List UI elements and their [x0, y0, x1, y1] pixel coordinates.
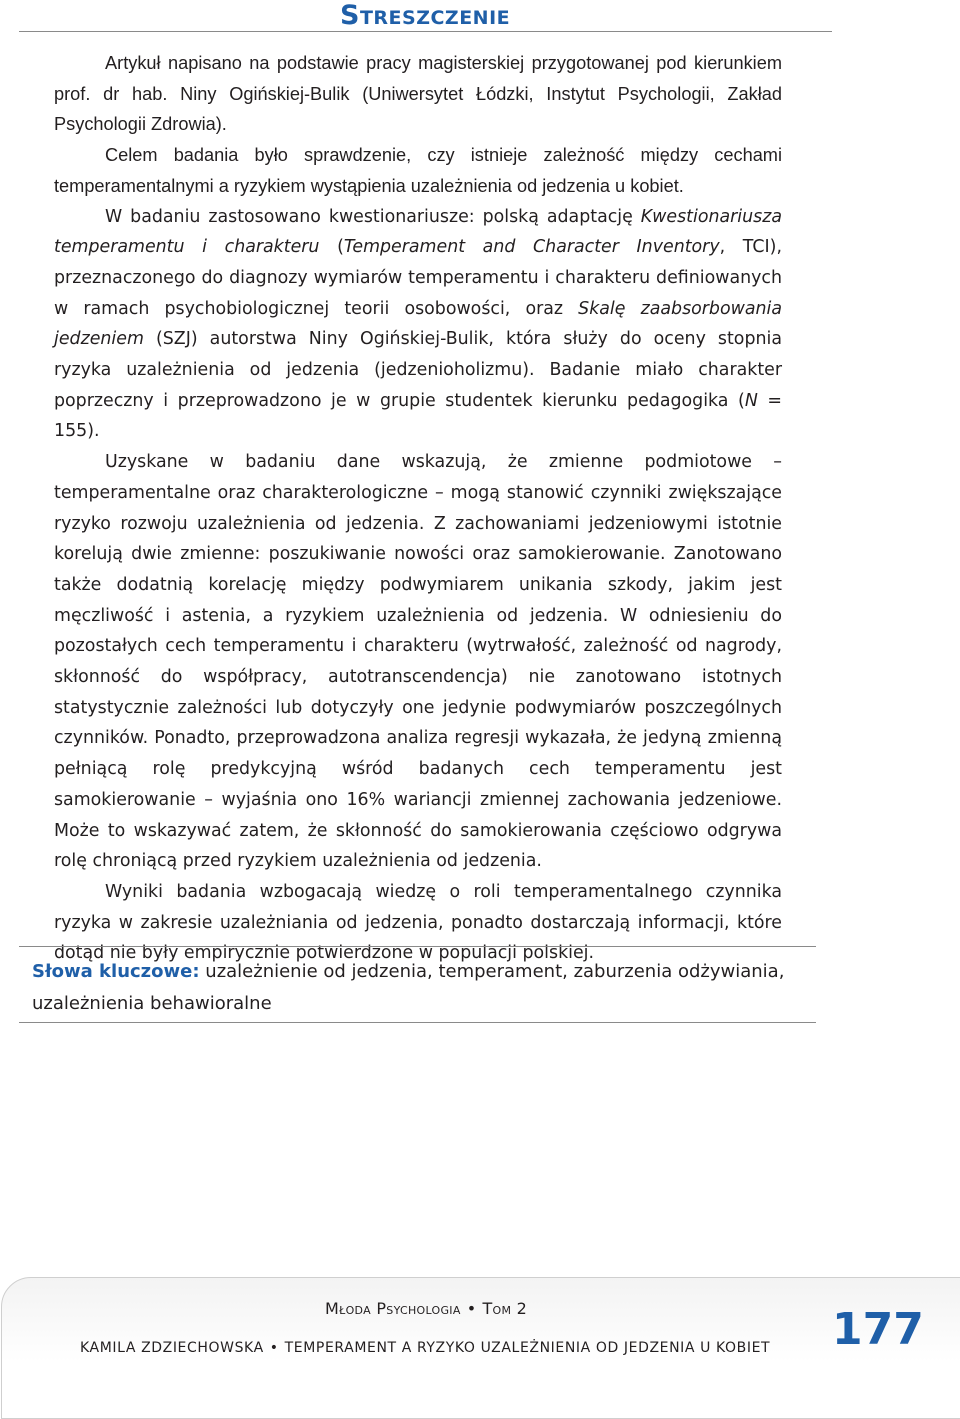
journal-volume: Tom 2	[482, 1299, 528, 1318]
paragraph-3-text-a: W badaniu zastosowano kwestionariusze: polską adaptację	[105, 206, 641, 227]
journal-name: Młoda Psychologia	[325, 1299, 461, 1318]
keywords-divider-top	[19, 946, 816, 947]
bullet-separator: •	[466, 1299, 477, 1318]
bullet-separator: •	[269, 1340, 279, 1356]
sample-size-symbol: N	[744, 390, 758, 411]
keywords-block	[32, 956, 822, 1020]
journal-line	[325, 1299, 527, 1318]
footer-author: KAMILA ZDZIECHOWSKA	[80, 1340, 264, 1356]
abstract-body	[54, 48, 782, 969]
running-footer	[80, 1340, 770, 1356]
abstract-paragraph-1: Artykuł napisano na podstawie pracy magisterskiej przygotowanej pod kierunkiem prof. dr hab. Niny Ogińskiej-Bulik (Uniwersytet Łódzki, Instytut Psychologii, Zakład Psychologii Zdrowia).	[54, 53, 782, 135]
paragraph-3-text-i: = 155).	[54, 390, 782, 442]
keywords-list: uzależnienie od jedzenia, temperament, zaburzenia odżywiania, uzależnienia behawioralne	[32, 961, 785, 1014]
paragraph-3-text-c: (	[319, 237, 344, 258]
keywords-label: Słowa kluczowe:	[32, 961, 200, 982]
header-divider	[19, 31, 832, 32]
abstract-paragraph-2: Celem badania było sprawdzenie, czy istnieje zależność między cechami temperamentalnymi a ryzykiem wystąpienia uzależnienia od jedzenia u kobiet.	[54, 145, 782, 196]
abstract-paragraph-4: Uzyskane w badaniu dane wskazują, że zmienne podmiotowe – temperamentalne oraz charakterologiczne – mogą stanowić czynniki zwiększające ryzyko rozwoju uzależnienia od jedzenia. Z zachowaniami jedzeniowymi istotnie korelują dwie zmienne: poszukiwanie nowości oraz samokierowanie. Zanotowano także dodatnią korelację między podwymiarem unikania szkody, jakim jest męczliwość i astenia, a ryzykiem uzależnienia od jedzenia. W odniesieniu do pozostałych cech temperamentu i charakteru (wytrwałość, zależność od nagrody, skłonność do współpracy, autotranscendencja) nie zanotowano istotnych statystycznie zależności lub dotyczyły one jedynie podwymiarów poszczególnych czynników. Ponadto, przeprowadzona analiza regresji wykazała, że jedyną zmienną pełniącą rolę predykcyjną wśród badanych cech temperamentu jest samokierowanie – wyjaśnia ono 16% wariancji zmiennej zachowania jedzeniowe. Może to wskazywać zatem, że skłonność do samokierowania częściowo odgrywa rolę chroniącą przed ryzykiem uzależnienia od jedzenia.	[54, 452, 782, 872]
paragraph-3-text-e: , TCI), przeznaczonego do diagnozy wymiarów temperamentu i charakteru definiowanych w ramach psychobiologicznej teorii osobowości, oraz	[54, 237, 782, 319]
abstract-paragraph-3	[54, 202, 782, 448]
page-number: 177	[832, 1304, 924, 1355]
keywords-divider-bottom	[19, 1022, 816, 1023]
footer-article-title: TEMPERAMENT A RYZYKO UZALEŻNIENIA OD JEDZENIA U KOBIET	[284, 1340, 771, 1356]
paragraph-3-text-g: (SZJ) autorstwa Niny Ogińskiej-Bulik, która służy do oceny stopnia ryzyka uzależnienia od jedzenia (jedzenioholizmu). Badanie miało charakter poprzeczny i przeprowadzono je w grupie studentek kierunku pedagogika (	[54, 329, 782, 411]
inventory-title-italic: Temperament and Character Inventory	[343, 237, 720, 258]
questionnaire-title-italic: Kwestionariusza temperamentu i charakteru	[54, 206, 782, 258]
section-title: Streszczenie	[340, 0, 511, 31]
scale-title-italic: Skalę zaabsorbowania jedzeniem	[54, 298, 782, 350]
abstract-paragraph-5: Wyniki badania wzbogacają wiedzę o roli temperamentalnego czynnika ryzyka w zakresie uzależniania od jedzenia, ponadto dostarczają informacji, które dotąd nie były empirycznie potwierdzone w populacji polskiej.	[54, 881, 782, 964]
